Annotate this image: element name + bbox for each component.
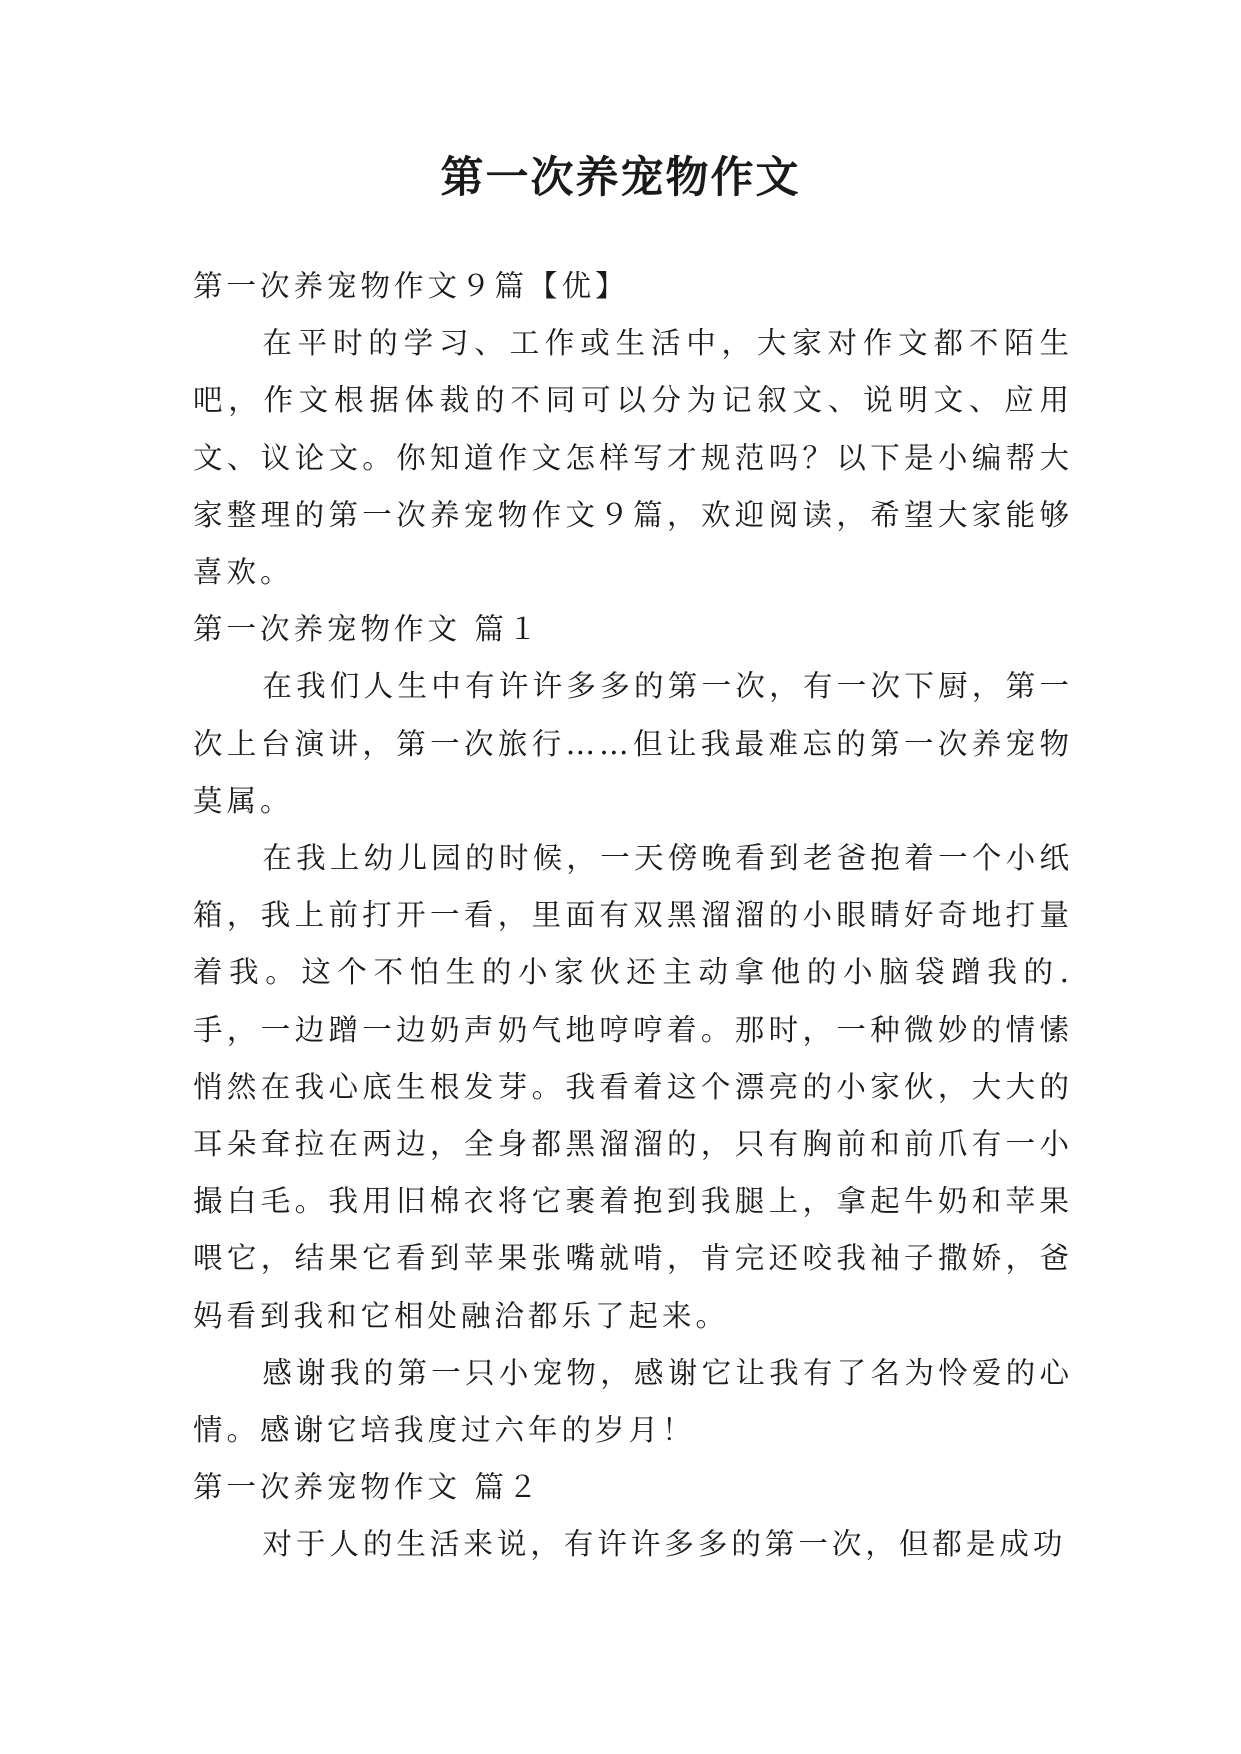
document-body	[193, 258, 1073, 1574]
section-heading-1: 第一次养宠物作文 篇１	[193, 612, 542, 647]
section-1-paragraph-2: 在我上幼儿园的时候，一天傍晚看到老爸抱着一个小纸箱，我上前打开一看，里面有双黑溜溜的小眼睛好奇地打量着我。这个不怕生的小家伙还主动拿他的小脑袋蹭我的.手，一边蹭一边奶声奶气地哼哼着。那时，一种微妙的情愫悄然在我心底生根发芽。我看着这个漂亮的小家伙，大大的耳朵耷拉在两边，全身都黑溜溜的，只有胸前和前爪有一小撮白毛。我用旧棉衣将它裹着抱到我腿上，拿起牛奶和苹果喂它，结果它看到苹果张嘴就啃，肯完还咬我袖子撒娇，爸妈看到我和它相处融洽都乐了起来。	[193, 841, 1073, 1333]
section-1-paragraph-3: 感谢我的第一只小宠物，感谢它让我有了名为怜爱的心情。感谢它培我度过六年的岁月！	[193, 1355, 1073, 1448]
intro-paragraph: 在平时的学习、工作或生活中，大家对作文都不陌生吧，作文根据体裁的不同可以分为记叙文、说明文、应用文、议论文。你知道作文怎样写才规范吗？以下是小编帮大家整理的第一次养宠物作文９篇，欢迎阅读，希望大家能够喜欢。	[193, 326, 1073, 590]
document-title: 第一次养宠物作文	[440, 153, 801, 203]
section-1-paragraph-1: 在我们人生中有许许多多的第一次，有一次下厨，第一次上台演讲，第一次旅行……但让我最难忘的第一次养宠物莫属。	[193, 669, 1073, 818]
section-2-paragraph-1: 对于人的生活来说，有许许多多的第一次，但都是成功	[262, 1527, 1067, 1562]
section-heading-2: 第一次养宠物作文 篇２	[193, 1470, 542, 1505]
document-subtitle: 第一次养宠物作文９篇【优】	[193, 269, 629, 303]
